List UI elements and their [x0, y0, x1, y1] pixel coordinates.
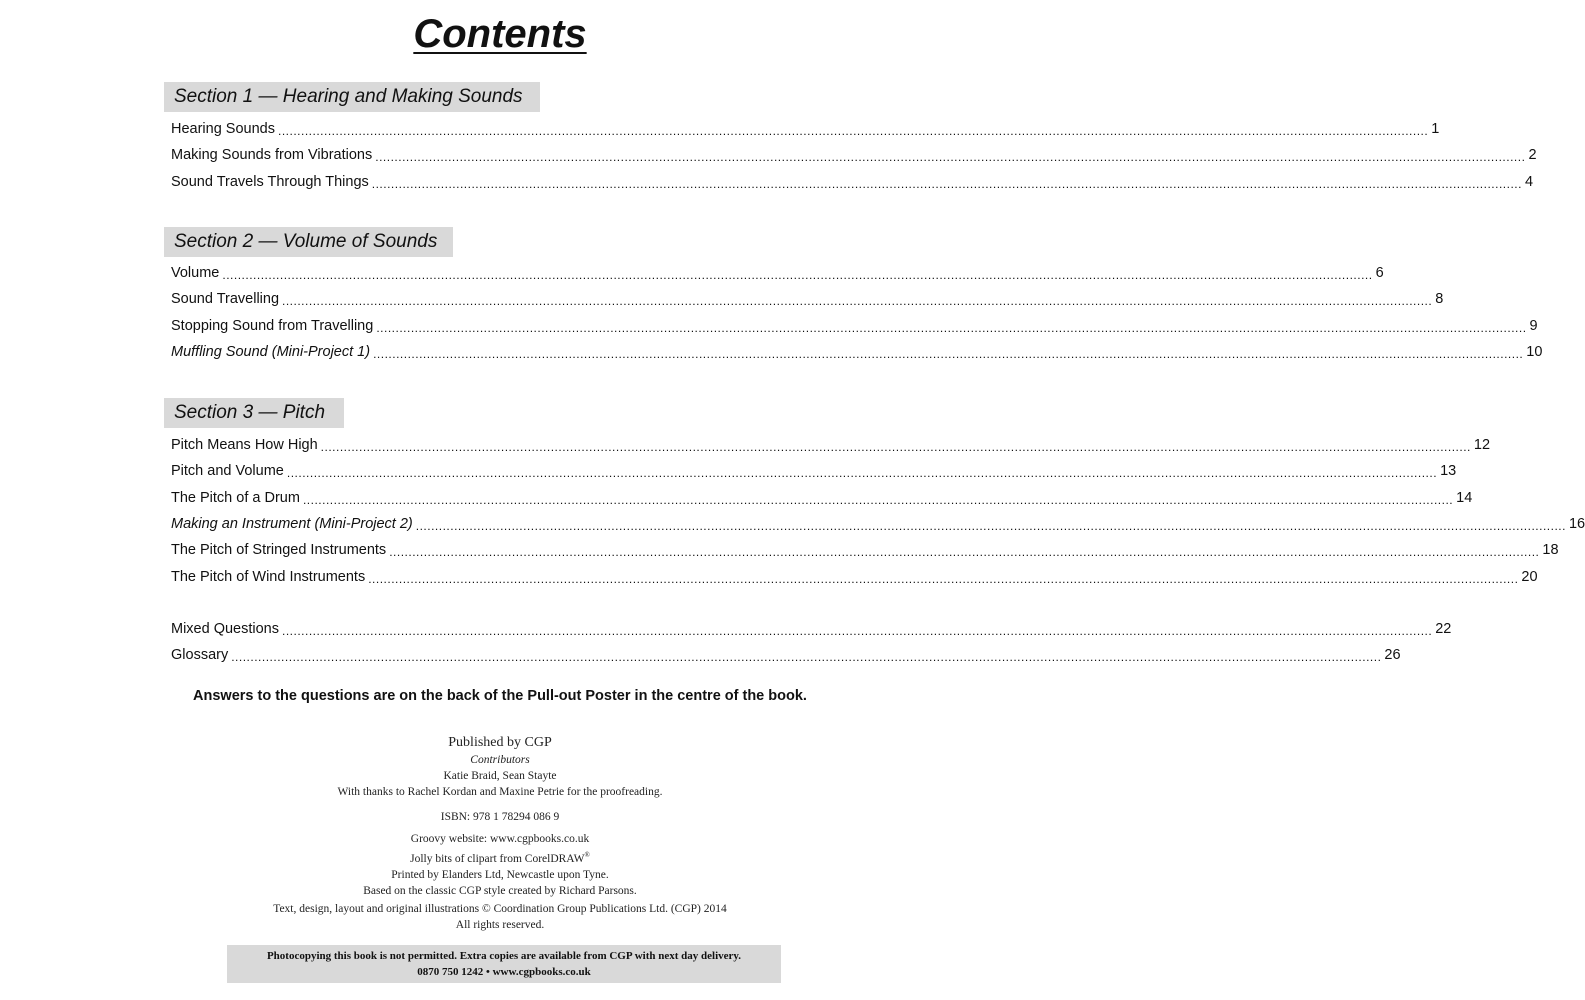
toc-row[interactable]: [171, 116, 1440, 142]
page-title: [0, 12, 1000, 57]
toc-row[interactable]: [171, 485, 1473, 511]
section-header-1: Section 1 — Hearing and Making Sounds: [164, 82, 540, 112]
footer-line-1: Photocopying this book is not permitted. Extra copies are available from CGP with next day delivery.: [266, 950, 742, 962]
toc-page-number: 18: [1542, 542, 1559, 559]
leader-dots: ............................................................................................................................................................................................................................................................................................................: [368, 571, 1519, 586]
published-by: Published by CGP: [448, 735, 552, 750]
isbn: ISBN: 978 1 78294 086 9: [440, 811, 560, 823]
thanks: With thanks to Rachel Kordan and Maxine Petrie for the proofreading.: [337, 786, 663, 798]
toc-list-extras: [171, 616, 1452, 669]
toc-label: The Pitch of Wind Instruments: [171, 568, 366, 585]
toc-row[interactable]: [171, 286, 1444, 312]
toc-page-number: 8: [1435, 291, 1444, 308]
contributors-label: Contributors: [470, 754, 530, 766]
toc-page-number: 10: [1526, 344, 1543, 361]
toc-page-number: 4: [1524, 173, 1534, 190]
leader-dots: ............................................................................................................................................................................................................................................................................................................: [302, 492, 1454, 507]
toc-list-section-1: [171, 116, 1537, 195]
toc-row[interactable]: [171, 458, 1457, 484]
toc-row[interactable]: [171, 563, 1538, 589]
toc-label: Mixed Questions: [171, 621, 279, 638]
publisher-info: [0, 734, 1000, 800]
toc-page-number: 2: [1528, 147, 1537, 164]
toc-page-number: 14: [1456, 489, 1473, 506]
toc-label: Making Sounds from Vibrations: [171, 147, 373, 164]
leader-dots: ............................................................................................................................................................................................................................................................................................................: [231, 650, 1382, 665]
toc-row[interactable]: [171, 642, 1401, 668]
toc-list-section-3: [171, 432, 1585, 590]
leader-dots: ............................................................................................................................................................................................................................................................................................................: [282, 624, 1433, 639]
clipart: [0, 847, 1000, 867]
leader-dots: ............................................................................................................................................................................................................................................................................................................: [376, 320, 1527, 335]
copyright: Text, design, layout and original illustrations © Coordination Group Publications Ltd. (CGP) 2014: [273, 903, 727, 915]
footer-bar: [227, 945, 781, 983]
section-header-3: Section 3 — Pitch: [164, 398, 344, 428]
leader-dots: ............................................................................................................................................................................................................................................................................................................: [222, 268, 1373, 283]
page-title-text: Contents: [413, 12, 587, 56]
footer-line-2: 0870 750 1242 • www.cgpbooks.co.uk: [417, 966, 591, 978]
clipart-text: Jolly bits of clipart from CorelDRAW: [410, 852, 585, 865]
section-header-2: Section 2 — Volume of Sounds: [164, 227, 453, 257]
toc-label: Glossary: [171, 647, 229, 664]
leader-dots: ............................................................................................................................................................................................................................................................................................................: [389, 545, 1540, 560]
leader-dots: ............................................................................................................................................................................................................................................................................................................: [373, 347, 1524, 362]
toc-page-number: 22: [1435, 621, 1452, 638]
toc-page-number: 9: [1529, 317, 1538, 334]
toc-label: Pitch Means How High: [171, 437, 318, 454]
contributors: Katie Braid, Sean Stayte: [443, 770, 557, 782]
toc-row[interactable]: [171, 260, 1384, 286]
toc-page-number: 16: [1568, 516, 1585, 533]
toc-page-number: 26: [1384, 647, 1401, 664]
toc-list-section-2: [171, 260, 1543, 365]
leader-dots: ............................................................................................................................................................................................................................................................................................................: [282, 294, 1433, 309]
style-credit: Based on the classic CGP style created by Richard Parsons.: [363, 884, 637, 897]
toc-row[interactable]: [171, 511, 1585, 537]
toc-label: Making an Instrument (Mini-Project 2): [171, 516, 413, 533]
toc-row[interactable]: [171, 142, 1537, 168]
leader-dots: ............................................................................................................................................................................................................................................................................................................: [371, 176, 1522, 191]
toc-label: The Pitch of Stringed Instruments: [171, 542, 387, 559]
registered-mark: ®: [584, 851, 590, 859]
website: Groovy website: www.cgpbooks.co.uk: [410, 833, 590, 845]
answers-note: Answers to the questions are on the back of the Pull-out Poster in the centre of the book.: [193, 688, 807, 704]
toc-label: Sound Travelling: [171, 291, 280, 308]
copyright-block: [0, 901, 1000, 933]
leader-dots: ............................................................................................................................................................................................................................................................................................................: [286, 466, 1438, 481]
rights: All rights reserved.: [455, 919, 545, 931]
printer: Printed by Elanders Ltd, Newcastle upon Tyne.: [391, 868, 609, 881]
toc-row[interactable]: [171, 313, 1538, 339]
toc-page-number: 1: [1431, 121, 1440, 138]
toc-label: Hearing Sounds: [171, 121, 275, 138]
publisher-details: [0, 809, 1000, 899]
toc-label: The Pitch of a Drum: [171, 489, 300, 506]
toc-label: Muffling Sound (Mini-Project 1): [171, 344, 371, 361]
toc-page-number: 12: [1473, 437, 1491, 454]
toc-label: Pitch and Volume: [171, 463, 284, 480]
leader-dots: ............................................................................................................................................................................................................................................................................................................: [375, 150, 1526, 165]
toc-page-number: 13: [1440, 463, 1457, 480]
leader-dots: ............................................................................................................................................................................................................................................................................................................: [278, 124, 1429, 139]
toc-label: Stopping Sound from Travelling: [171, 317, 374, 334]
toc-row[interactable]: [171, 169, 1534, 195]
toc-row[interactable]: [171, 432, 1491, 458]
toc-label: Volume: [171, 265, 220, 282]
leader-dots: ............................................................................................................................................................................................................................................................................................................: [320, 440, 1471, 455]
toc-label: Sound Travels Through Things: [171, 173, 369, 190]
toc-page-number: 6: [1375, 265, 1384, 282]
leader-dots: ............................................................................................................................................................................................................................................................................................................: [415, 519, 1566, 534]
toc-row[interactable]: [171, 339, 1543, 365]
toc-page-number: 20: [1521, 568, 1538, 585]
toc-row[interactable]: [171, 537, 1559, 563]
toc-row[interactable]: [171, 616, 1452, 642]
